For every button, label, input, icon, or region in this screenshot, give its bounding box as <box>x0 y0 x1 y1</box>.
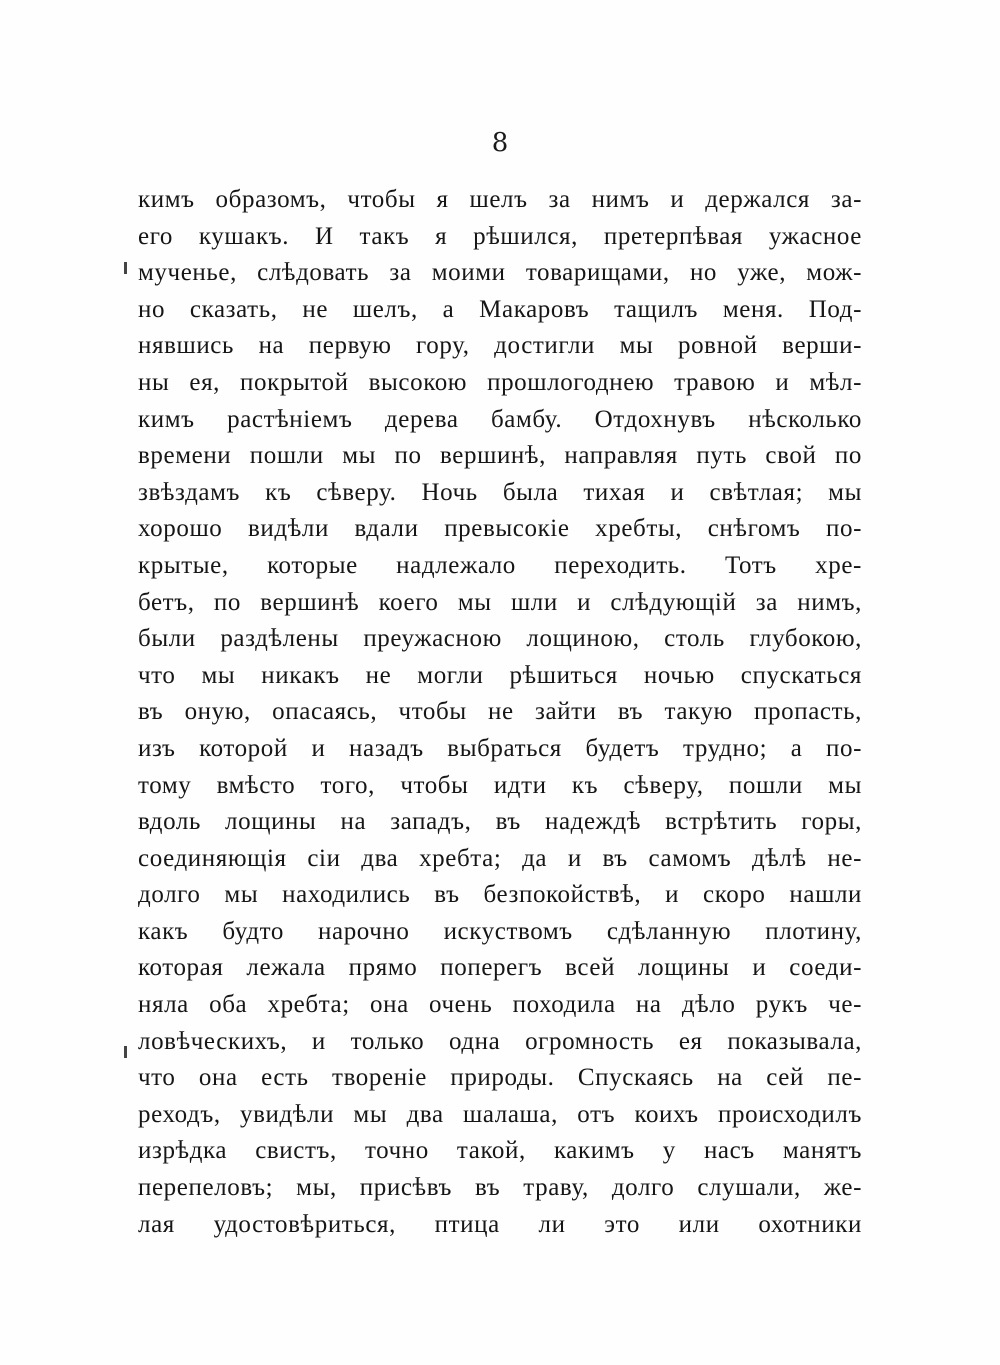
text-line: что мы никакъ не могли рѣшиться ночью спускаться <box>138 661 862 689</box>
text-line: перепеловъ; мы, присѣвъ въ траву, долго слушали, же- <box>138 1174 862 1202</box>
page-number: 8 <box>491 128 509 158</box>
text-line: что она есть твореніе природы. Спускаясь на сей пе- <box>138 1064 862 1092</box>
text-line: мученье, слѣдовать за моими товарищами, но уже, мож- <box>138 259 862 287</box>
text-line: нявшись на первую гору, достигли мы ровной верши- <box>138 332 862 360</box>
text-line: лая удостовѣриться, птица ли это или охотники <box>138 1210 862 1238</box>
text-line: времени пошли мы по вершинѣ, направляя путь свой по <box>138 442 862 470</box>
margin-mark <box>124 1046 127 1058</box>
text-line: кимъ образомъ, чтобы я шелъ за нимъ и держался за- <box>138 186 862 213</box>
text-line: няла оба хребта; она очень походила на дѣло рукъ че- <box>138 991 862 1019</box>
text-line: изъ которой и назадъ выбраться будетъ трудно; а по- <box>138 734 862 762</box>
margin-mark <box>124 262 127 274</box>
text-line: крытые, которые надлежало переходить. Тотъ хре- <box>138 551 862 579</box>
text-line: соединяющія сіи два хребта; да и въ самомъ дѣлѣ не- <box>138 844 862 872</box>
text-line: были раздѣлены преужасною лощиною, столь глубокою, <box>138 625 862 653</box>
text-line: хорошо видѣли вдали превысокіе хребты, снѣгомъ по- <box>138 515 862 543</box>
text-line: его кушакъ. И такъ я рѣшился, претерпѣвая ужасное <box>138 222 862 250</box>
text-line: ловѣческихъ, и только одна огромность ея показывала, <box>138 1027 862 1055</box>
text-line: какъ будто нарочно искуствомъ сдѣланную плотину, <box>138 917 862 945</box>
text-line: въ оную, опасаясь, чтобы не зайти въ такую пропасть, <box>138 698 862 726</box>
text-line: изрѣдка свистъ, точно такой, какимъ у насъ манятъ <box>138 1137 862 1165</box>
body-text <box>138 182 862 1243</box>
text-line: звѣздамъ къ сѣверу. Ночь была тихая и свѣтлая; мы <box>138 478 862 506</box>
text-line: бетъ, по вершинѣ коего мы шли и слѣдующій за нимъ, <box>138 588 862 616</box>
text-line: но сказать, не шелъ, а Макаровъ тащилъ меня. Под- <box>138 295 862 323</box>
text-line: которая лежала прямо поперегъ всей лощины и соеди- <box>138 954 862 982</box>
text-line: ны ея, покрытой высокою прошлогоднею травою и мѣл- <box>138 368 862 396</box>
text-line: кимъ растѣніемъ дерева бамбу. Отдохнувъ нѣсколько <box>138 405 862 433</box>
text-line: тому вмѣсто того, чтобы идти къ сѣверу, пошли мы <box>138 771 862 799</box>
text-line: долго мы находились въ безпокойствѣ, и скоро нашли <box>138 881 862 909</box>
text-line: реходъ, увидѣли мы два шалаша, отъ коихъ происходилъ <box>138 1100 862 1128</box>
text-line: вдоль лощины на западъ, въ надеждѣ встрѣтить горы, <box>138 808 862 836</box>
